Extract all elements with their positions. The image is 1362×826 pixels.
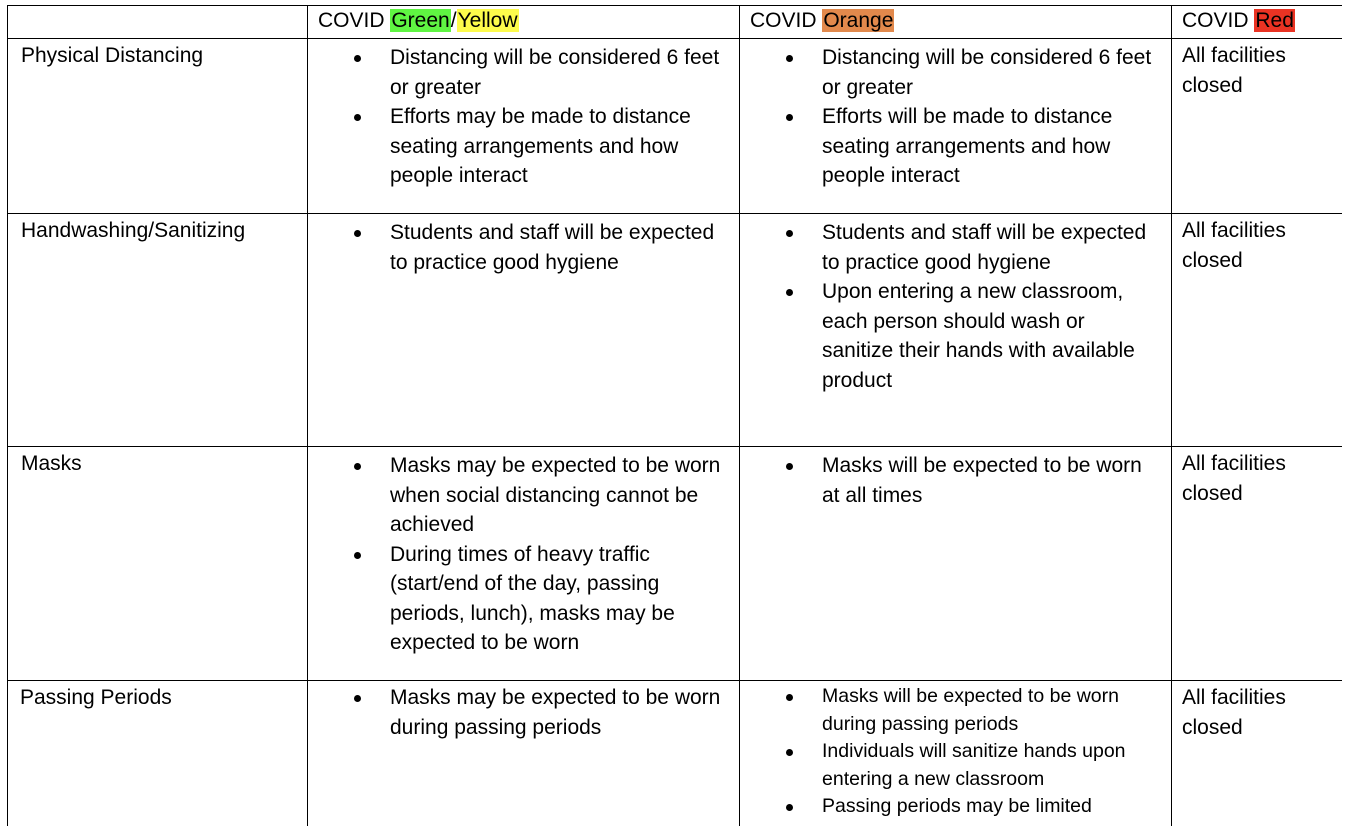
- list-item-text: Individuals will sanitize hands upon entering a new classroom: [822, 740, 1126, 790]
- orange-highlight: Orange: [823, 9, 894, 32]
- orange-cell: [740, 447, 1172, 681]
- list-item-text: Students and staff will be expected to practice good hygiene: [390, 221, 715, 274]
- bullet-icon: [786, 694, 793, 701]
- red-cell: All facilities closed: [1172, 214, 1343, 447]
- list-item-text: Students and staff will be expected to practice good hygiene: [822, 221, 1147, 274]
- bullet-list: [308, 451, 725, 658]
- list-item: [308, 540, 725, 658]
- header-covid-prefix: COVID: [750, 9, 823, 32]
- list-item: [740, 451, 1157, 510]
- header-green-yellow: [308, 6, 740, 39]
- header-empty-cell: [8, 6, 308, 39]
- list-item-text: Masks will be expected to be worn during passing periods: [822, 685, 1119, 735]
- header-slash: /: [450, 9, 457, 32]
- green-yellow-cell: [308, 39, 740, 214]
- list-item: [308, 102, 725, 191]
- header-covid-prefix: COVID: [318, 9, 391, 32]
- bullet-icon: [786, 289, 793, 296]
- bullet-list: [740, 451, 1157, 510]
- list-item: [740, 277, 1157, 395]
- header-row: [8, 6, 1343, 39]
- list-item-text: Efforts may be made to distance seating arrangements and how people interact: [390, 105, 691, 187]
- list-item: [308, 43, 725, 102]
- list-item-text: Masks may be expected to be worn during passing periods: [390, 686, 721, 739]
- bullet-icon: [354, 114, 361, 121]
- bullet-icon: [786, 55, 793, 62]
- yellow-highlight: Yellow: [457, 9, 518, 32]
- green-yellow-cell: [308, 447, 740, 681]
- list-item-text: Upon entering a new classroom, each person should wash or sanitize their hands with available product: [822, 280, 1135, 392]
- bullet-list: [308, 683, 725, 742]
- red-cell: All facilities closed: [1172, 447, 1343, 681]
- bullet-list: [308, 218, 725, 277]
- green-yellow-cell: [308, 681, 740, 826]
- orange-cell: [740, 214, 1172, 447]
- bullet-icon: [354, 552, 361, 559]
- row-label: Handwashing/Sanitizing: [8, 214, 308, 447]
- green-highlight: Green: [391, 9, 450, 32]
- bullet-list: [308, 43, 725, 191]
- list-item: [740, 218, 1157, 277]
- header-orange: [740, 6, 1172, 39]
- bullet-icon: [354, 55, 361, 62]
- list-item-text: Masks may be expected to be worn when social distancing cannot be achieved: [390, 454, 721, 536]
- list-item: [308, 218, 725, 277]
- header-red: [1172, 6, 1343, 39]
- bullet-icon: [786, 230, 793, 237]
- list-item: [308, 451, 725, 540]
- table-row: [8, 681, 1343, 826]
- list-item-text: Distancing will be considered 6 feet or greater: [822, 46, 1152, 99]
- orange-cell: [740, 39, 1172, 214]
- bullet-icon: [786, 463, 793, 470]
- list-item: [740, 43, 1157, 102]
- list-item: [740, 683, 1157, 738]
- covid-levels-document: [7, 5, 1342, 826]
- bullet-list: [740, 43, 1157, 191]
- bullet-list: [740, 218, 1157, 395]
- row-label: Physical Distancing: [8, 39, 308, 214]
- list-item-text: Masks will be expected to be worn at all times: [822, 454, 1142, 507]
- list-item-text: During times of heavy traffic (start/end of the day, passing periods, lunch), masks may be expected to be worn: [390, 542, 675, 654]
- table-row: [8, 214, 1343, 447]
- list-item: [740, 102, 1157, 191]
- table-row: [8, 447, 1343, 681]
- header-covid-prefix: COVID: [1182, 9, 1255, 32]
- list-item-text: Distancing will be considered 6 feet or greater: [390, 46, 720, 99]
- red-cell: All facilities closed: [1172, 39, 1343, 214]
- red-highlight: Red: [1255, 9, 1294, 32]
- bullet-icon: [354, 695, 361, 702]
- list-item: [308, 683, 725, 742]
- table-row: [8, 39, 1343, 214]
- row-label: Masks: [8, 447, 308, 681]
- covid-levels-table: [7, 5, 1342, 826]
- bullet-list: [740, 683, 1157, 821]
- bullet-icon: [786, 804, 793, 811]
- list-item-text: Passing periods may be limited: [822, 795, 1092, 817]
- bullet-icon: [786, 749, 793, 756]
- green-yellow-cell: [308, 214, 740, 447]
- bullet-icon: [354, 463, 361, 470]
- red-cell: All facilities closed: [1172, 681, 1343, 826]
- list-item-text: Efforts will be made to distance seating arrangements and how people interact: [822, 105, 1113, 187]
- orange-cell: [740, 681, 1172, 826]
- bullet-icon: [786, 114, 793, 121]
- row-label: Passing Periods: [8, 681, 308, 826]
- list-item: [740, 793, 1157, 821]
- list-item: [740, 738, 1157, 793]
- bullet-icon: [354, 230, 361, 237]
